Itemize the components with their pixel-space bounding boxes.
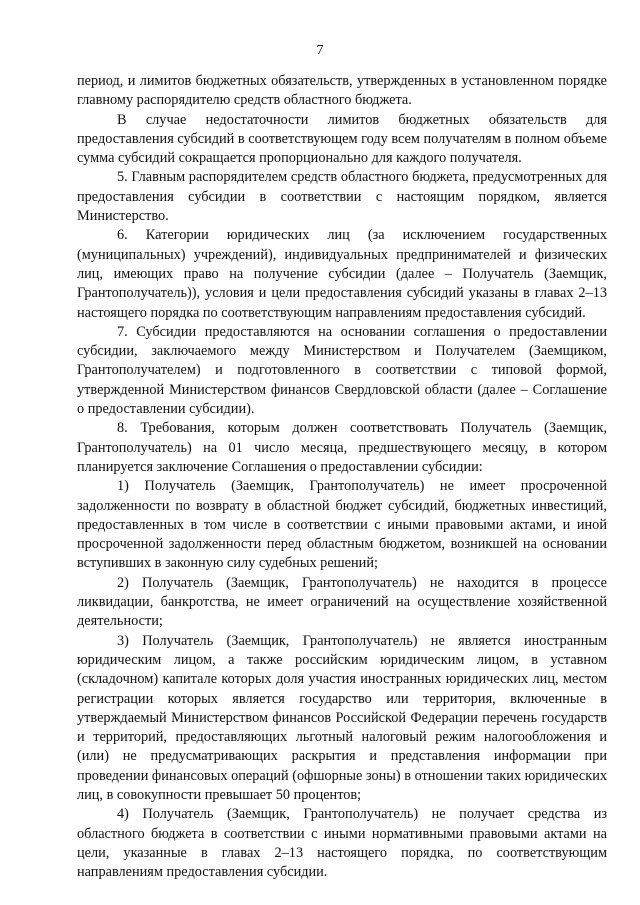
paragraph-subitem-2: 2) Получатель (Заемщик, Грантополучатель) не находится в процессе ликвидации, банкротства, не имеет ограничений на осуществление хозяйственной деятельности; [77, 574, 607, 630]
paragraph-insufficient-limits: В случае недостаточности лимитов бюджетных обязательств для предоставления субсидий в соответствующем году всем получателям в полном объеме сумма субсидий сокращается пропорционально для каждого получателя. [77, 111, 607, 167]
paragraph-item-5: 5. Главным распорядителем средств областного бюджета, предусмотренных для предоставления субсидии в соответствии с настоящим порядком, является Министерство. [77, 169, 607, 225]
paragraph-item-7: 7. Субсидии предоставляются на основании соглашения о предоставлении субсидии, заключаемого между Министерством и Получателем (Заемщиком, Грантополучателем) и подготовленного в соответствии с типовой формой, утвержденной Министерством финансов Свердловской области (далее – Соглашение о предоставлении субсидии). [77, 323, 607, 418]
paragraph-item-6: 6. Категории юридических лиц (за исключением государственных (муниципальных) учреждений), индивидуальных предпринимателей и физических лиц, имеющих право на получение субсидии (далее – Получатель (Заемщик, Грантополучатель)), условия и цели предоставления субсидий указаны в главах 2–13 настоящего порядка по соответствующим направлениям предоставления субсидий. [77, 227, 607, 321]
paragraph-item-8: 8. Требования, которым должен соответствовать Получатель (Заемщик, Грантополучатель) на 01 число месяца, предшествующего месяцу, в котором планируется заключение Соглашения о предоставлении субсидии: [77, 420, 607, 475]
paragraph-subitem-4: 4) Получатель (Заемщик, Грантополучатель) не получает средства из областного бюджета в соответствии с иными нормативными правовыми актами на цели, указанные в главах 2–13 настоящего порядка, по соответствующим направлениям предоставления субсидии. [77, 806, 607, 881]
paragraph-subitem-1: 1) Получатель (Заемщик, Грантополучатель) не имеет просроченной задолженности по возврату в областной бюджет субсидий, бюджетных инвестиций, предоставленных в том числе в соответствии с иными правовыми актами, и иной просроченной задолженности перед областным бюджетом, возникшей на основании вступивших в законную силу судебных решений; [77, 478, 607, 572]
page-number: 7 [316, 43, 324, 58]
paragraph-continuation: период, и лимитов бюджетных обязательств, утвержденных в установленном порядке главному распорядителю средств областного бюджета. [77, 73, 607, 109]
document-body [77, 72, 607, 882]
paragraph-subitem-3: 3) Получатель (Заемщик, Грантополучатель) не является иностранным юридическим лицом, а также российским юридическим лицом, в уставном (складочном) капитале которых доля участия иностранных юридических лиц, местом регистрации которых является государство или территория, включенные в утверждаемый Министерством финансов Российской Федерации перечень государств и территорий, предоставляющих льготный налоговый режим налогообложения и (или) не предусматривающих раскрытия и представления информации при проведении финансовых операций (офшорные зоны) в отношении таких юридических лиц, в совокупности превышает 50 процентов; [77, 632, 607, 803]
